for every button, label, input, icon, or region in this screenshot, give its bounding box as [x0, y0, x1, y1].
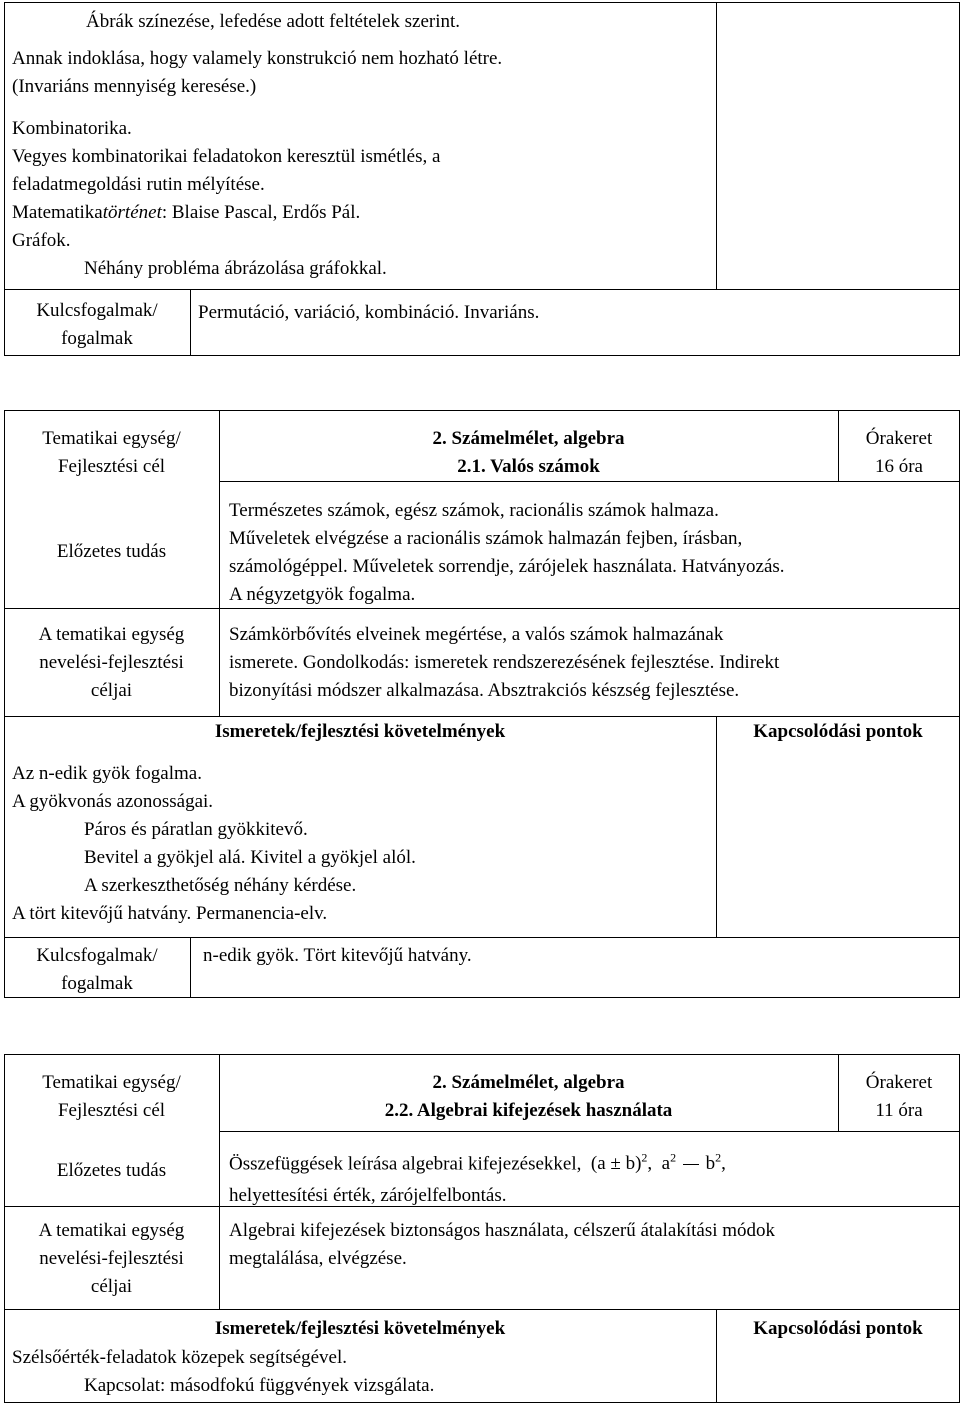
- key-concepts-label: Kulcsfogalmak/ fogalmak: [36, 300, 158, 349]
- goals-text: Számkörbővítés elveinek megértése, a valós számok halmazának ismerete. Gondolkodás: ismeretek rendszerezésének fejlesztése. Indirekt bizonyítási módszer alkalmazása. Absztrakciós készség fejlesztése.: [229, 624, 780, 701]
- prior-knowledge-label: Előzetes tudás: [56, 541, 167, 562]
- text-line: Néhány probléma ábrázolása gráfokkal.: [84, 258, 387, 279]
- prior-knowledge-label: Előzetes tudás: [56, 1160, 167, 1181]
- divider: [219, 481, 960, 482]
- unit-label: Tematikai egység/ Fejlesztési cél: [42, 428, 181, 477]
- prior-knowledge-text: Természetes számok, egész számok, racionális számok halmaza. Műveletek elvégzése a racionális számok halmazán fejben, írásban, számológéppel. Műveletek sorrendje, zárójelek használata. Hatványozás. A négyzetgyök fogalma.: [229, 500, 785, 605]
- list-item: Az n-edik gyök fogalma.: [12, 763, 202, 784]
- hours-box: Órakeret 11 óra: [865, 1072, 933, 1121]
- requirements-list: [12, 760, 416, 928]
- text-fragment: Matematika: [12, 202, 103, 223]
- formula: $(a \pm b)^2$, $a^2$ $b^2$,: [590, 1151, 726, 1175]
- divider: [716, 2, 717, 290]
- divider: [4, 1309, 960, 1310]
- links-header: Kapcsolódási pontok: [753, 721, 923, 742]
- text-line: Kombinatorika.: [12, 118, 132, 139]
- text-fragment: : Blaise Pascal, Erdős Pál.: [161, 202, 361, 223]
- text-fragment-italic: történet: [102, 202, 162, 223]
- list-item: A szerkeszthetőség néhány kérdése.: [84, 875, 357, 896]
- text-line: Annak indoklása, hogy valamely konstrukció nem hozható létre.: [12, 48, 503, 69]
- text-line: (Invariáns mennyiség keresése.): [12, 76, 257, 97]
- key-concepts-label: Kulcsfogalmak/ fogalmak: [36, 945, 158, 994]
- list-item: A gyökvonás azonosságai.: [12, 791, 214, 812]
- unit-title: 2. Számelmélet, algebra 2.1. Valós számok: [432, 428, 625, 477]
- key-concepts-value: Permutáció, variáció, kombináció. Invariáns.: [198, 302, 540, 323]
- requirements-header: Ismeretek/fejlesztési követelmények: [214, 1318, 506, 1339]
- minus-sign: [683, 1164, 699, 1165]
- text-line: Gráfok.: [12, 230, 71, 251]
- divider: [4, 937, 960, 938]
- text-line: Ábrák színezése, lefedése adott feltételek szerint.: [86, 11, 461, 32]
- requirements-header: Ismeretek/fejlesztési követelmények: [214, 721, 506, 742]
- unit-label: Tematikai egység/ Fejlesztési cél: [42, 1072, 181, 1121]
- text-line: feladatmegoldási rutin mélyítése.: [12, 174, 265, 195]
- prior-knowledge-text: Összefüggések leírása algebrai kifejezésekkel, $(a \pm b)^2$, $a^2$ $b^2$, helyettesítési érték, zárójelfelbontás.: [229, 1144, 726, 1210]
- divider: [190, 289, 191, 356]
- requirements-list: [12, 1344, 434, 1400]
- goals-text: Algebrai kifejezések biztonságos használata, célszerű átalakítási módok megtalálása, elvégzése.: [229, 1220, 776, 1269]
- list-item: Kapcsolat: másodfokú függvények vizsgálata.: [84, 1375, 435, 1396]
- key-concepts-value: n-edik gyök. Tört kitevőjű hatvány.: [203, 945, 472, 966]
- hours-box: Órakeret 16 óra: [865, 428, 933, 477]
- divider: [219, 1131, 960, 1132]
- links-header: Kapcsolódási pontok: [753, 1318, 923, 1339]
- unit-title: 2. Számelmélet, algebra 2.2. Algebrai kifejezések használata: [384, 1072, 673, 1121]
- list-item: A tört kitevőjű hatvány. Permanencia-elv.: [12, 903, 328, 924]
- formula-line: Összefüggések leírása algebrai kifejezésekkel, $(a \pm b)^2$, $a^2$ $b^2$,: [229, 1151, 726, 1175]
- divider: [190, 937, 191, 998]
- text-line: Vegyes kombinatorikai feladatokon keresztül ismétlés, a: [12, 146, 441, 167]
- list-item: Páros és páratlan gyökkitevő.: [84, 819, 308, 840]
- divider: [4, 716, 960, 717]
- divider: [716, 716, 717, 938]
- list-item: Szélsőérték-feladatok közepek segítségével.: [12, 1347, 347, 1368]
- divider: [4, 289, 960, 290]
- goals-label: A tematikai egység nevelési-fejlesztési céljai: [38, 1220, 185, 1297]
- text-line: [12, 199, 360, 227]
- list-item: Bevitel a gyökjel alá. Kivitel a gyökjel alól.: [84, 847, 416, 868]
- goals-label: A tematikai egység nevelési-fejlesztési céljai: [38, 624, 185, 701]
